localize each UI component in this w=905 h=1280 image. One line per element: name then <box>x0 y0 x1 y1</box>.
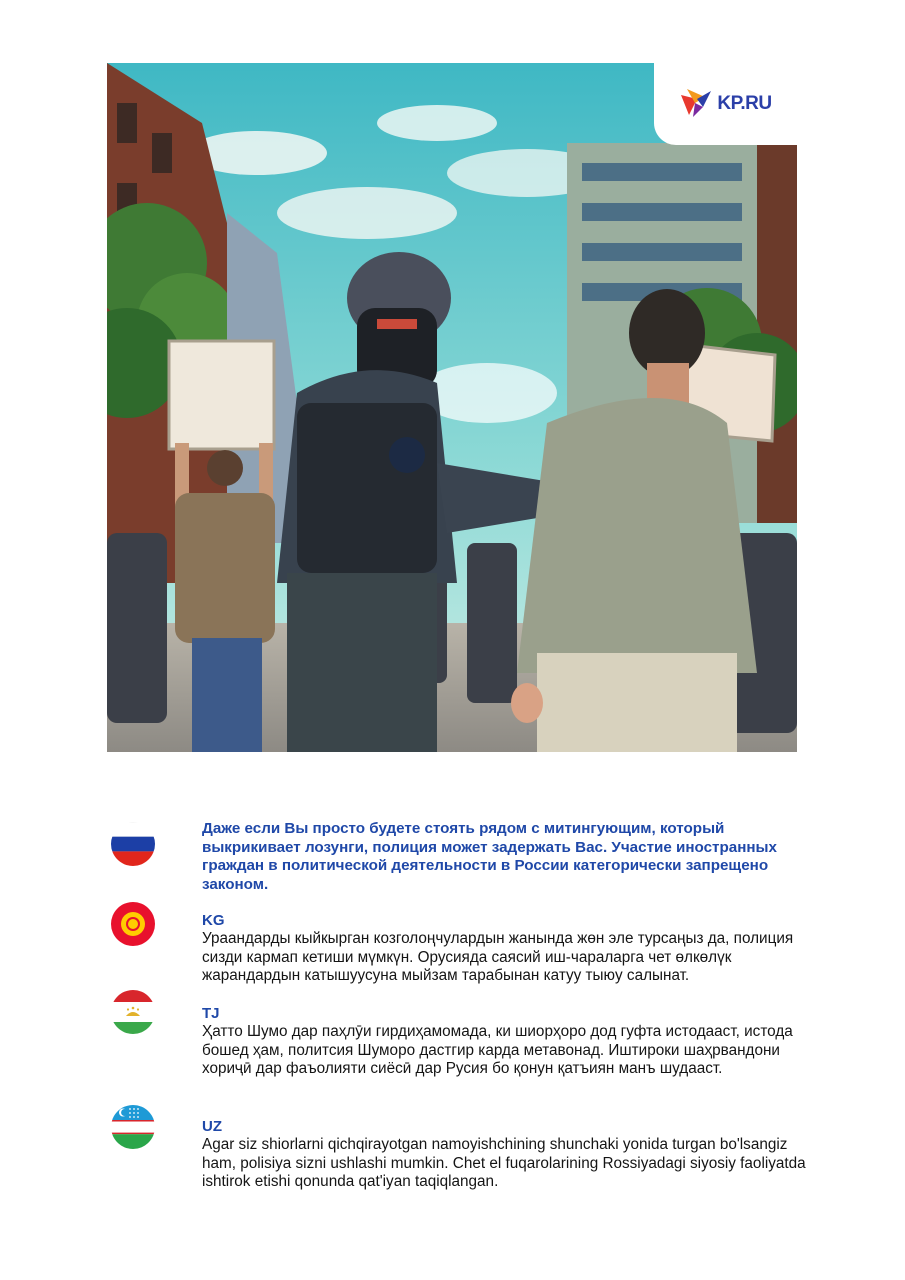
russia-flag-icon <box>111 822 155 866</box>
tj-text: Ҳатто Шумо дар паҳлӯи гирдиҳамомада, ки шиорҳоро дод гуфта истодааст, истода бошед ҳам, политсия Шуморо дастгир карда метавонад. Иштироки шаҳрвандони хориҷӣ дар фаъолияти сиёсӣ дар Русия бо қонун қатъиян манъ шудааст. <box>202 1023 793 1078</box>
uz-section <box>202 1118 812 1192</box>
uzbekistan-flag-icon <box>111 1105 155 1149</box>
protest-detention-illustration <box>107 63 797 752</box>
bird-logo-icon <box>679 85 713 124</box>
kg-text: Ураандарды кыйкырган козголоңчулардын жанында жөн эле турсаңыз да, полиция сизди кармап кетиши мүмкүн. Орусияда саясий иш-чараларга чет өлкөлүк жарандардын катышуусуна мыйзам тарабынан катуу тыюу салынат. <box>202 930 794 985</box>
kg-section <box>202 912 812 986</box>
uz-text: Agar siz shiorlarni qichqirayotgan namoyishchining shunchaki yonida turgan bo'lsangiz ham, polisiya sizni ushlashi mumkin. Chet el fuqarolarining Rossiyadagi siyosiy faoliyatda ishtirok etishi qonunda qat'iyan taqiqlangan. <box>202 1136 806 1191</box>
tj-section <box>202 1005 812 1079</box>
illustration <box>107 63 797 752</box>
tj-code: TJ <box>202 1005 220 1022</box>
tajikistan-flag-icon <box>111 990 155 1034</box>
kg-code: KG <box>202 912 225 929</box>
logo-text: KP.RU <box>717 93 772 114</box>
uz-code: UZ <box>202 1118 222 1135</box>
kyrgyzstan-flag-icon <box>111 902 155 946</box>
kp-logo <box>654 63 797 145</box>
russian-text: Даже если Вы просто будете стоять рядом с митингующим, который выкрикивает лозунги, полиция может задержать Вас. Участие иностранных граждан в политической деятельности в России категорически запрещено законом. <box>202 820 777 893</box>
